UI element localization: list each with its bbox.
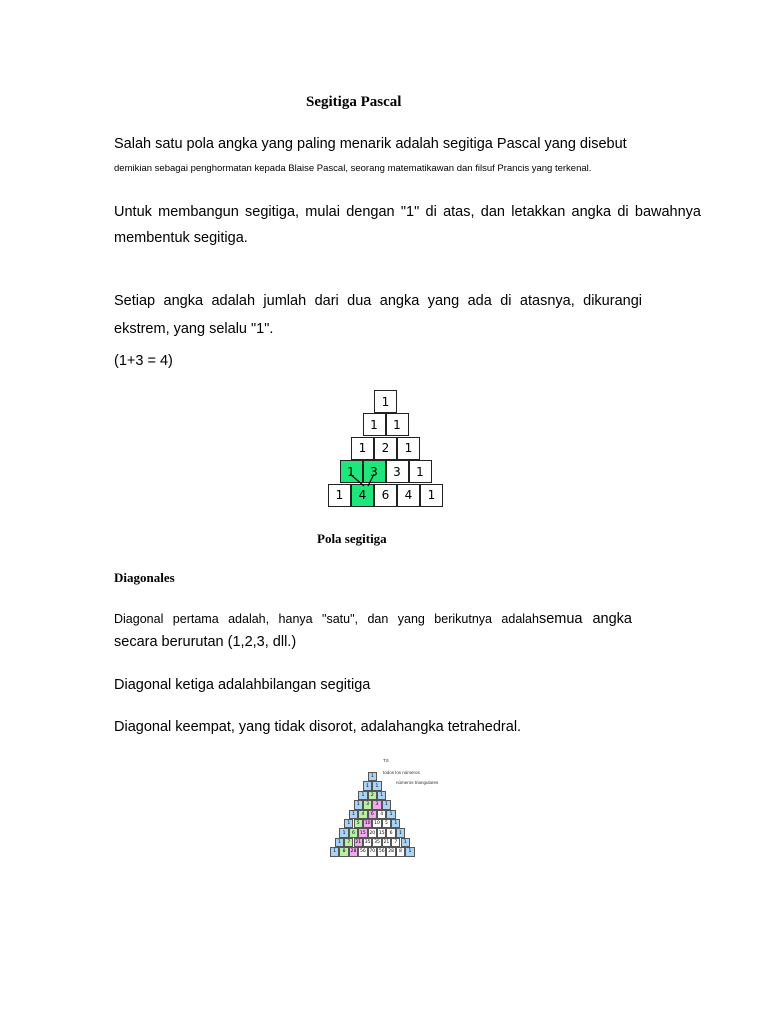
colored-cell-r4-c3: 4: [377, 810, 386, 819]
triangle-cell-r3-c0: 1: [340, 460, 363, 483]
sum-line-1: Setiap angka adalah jumlah dari dua angka yang ada di atasnya, dikurangi: [114, 293, 642, 309]
colored-cell-r5-c3: 10: [372, 819, 381, 828]
pascal-triangle-colored: [330, 758, 439, 862]
triangle-cell-r3-c3: 1: [409, 460, 432, 483]
colored-cell-r4-c2: 6: [368, 810, 377, 819]
figure-caption: Pola segitiga: [317, 531, 387, 546]
triangle2-label-all: todos los números: [383, 770, 420, 775]
triangle-cell-r0-c0: 1: [374, 390, 397, 413]
colored-cell-r6-c6: 1: [396, 828, 405, 837]
section-heading: Diagonales: [114, 570, 175, 585]
sum-example: (1+3 = 4): [114, 353, 173, 369]
triangle-cell-r2-c0: 1: [351, 437, 374, 460]
arrow-left: [350, 474, 364, 486]
colored-cell-r7-c1: 7: [344, 838, 353, 847]
colored-cell-r6-c0: 1: [339, 828, 348, 837]
colored-cell-r4-c4: 1: [386, 810, 395, 819]
sum-line-2: ekstrem, yang selalu "1".: [114, 321, 274, 337]
colored-cell-r2-c2: 1: [377, 791, 386, 800]
triangle-cell-r2-c1: 2: [374, 437, 397, 460]
pascal-triangle: [328, 390, 448, 508]
triangle2-label-triangular: números triangulares: [396, 780, 439, 785]
colored-cell-r5-c1: 5: [354, 819, 363, 828]
diag1-line-1: [114, 610, 632, 628]
colored-cell-r4-c1: 4: [358, 810, 367, 819]
arrows-graphic: [328, 390, 448, 508]
colored-cell-r8-c0: 1: [330, 847, 339, 856]
diag3-text: Diagonal ketiga adalahbilangan segitiga: [114, 677, 371, 693]
triangle-cell-r2-c2: 1: [397, 437, 420, 460]
colored-cell-r4-c0: 1: [349, 810, 358, 819]
diag4-text: Diagonal keempat, yang tidak disorot, adalahangka tetrahedral.: [114, 719, 522, 735]
colored-cell-r3-c2: 3: [372, 800, 381, 809]
triangle-cell-r4-c2: 6: [374, 484, 397, 507]
colored-cell-r2-c0: 1: [358, 791, 367, 800]
triangle-cell-r3-c1: 3: [363, 460, 386, 483]
colored-cell-r5-c5: 1: [391, 819, 400, 828]
colored-cell-r7-c6: 7: [391, 838, 400, 847]
page-title: Segitiga Pascal: [306, 94, 402, 110]
colored-cell-r8-c8: 1: [405, 847, 414, 856]
colored-cell-r7-c0: 1: [335, 838, 344, 847]
triangle-cell-r1-c0: 1: [363, 413, 386, 436]
colored-cell-r5-c4: 5: [382, 819, 391, 828]
triangle2-label-top: TS: [383, 758, 389, 763]
colored-cell-r7-c2: 21: [354, 838, 363, 847]
colored-cell-r8-c5: 56: [377, 847, 386, 856]
colored-cell-r8-c4: 70: [368, 847, 377, 856]
triangle-cell-r4-c3: 4: [397, 484, 420, 507]
colored-cell-r6-c3: 20: [368, 828, 377, 837]
colored-cell-r5-c0: 1: [344, 819, 353, 828]
colored-cell-r3-c1: 3: [363, 800, 372, 809]
build-line-2: membentuk segitiga.: [114, 230, 248, 246]
colored-cell-r6-c2: 15: [358, 828, 367, 837]
colored-cell-r8-c3: 56: [358, 847, 367, 856]
colored-cell-r8-c6: 28: [386, 847, 395, 856]
colored-cell-r7-c3: 35: [363, 838, 372, 847]
diag1-text: Diagonal pertama adalah, hanya "satu", dan yang berikutnya adalah: [114, 612, 539, 626]
colored-cell-r6-c4: 15: [377, 828, 386, 837]
colored-cell-r0-c0: 1: [368, 772, 377, 781]
build-line-1: Untuk membangun segitiga, mulai dengan "1" di atas, dan letakkan angka di bawahnya: [114, 204, 701, 220]
colored-cell-r5-c2: 10: [363, 819, 372, 828]
colored-cell-r6-c5: 6: [386, 828, 395, 837]
triangle-cell-r1-c1: 1: [386, 413, 409, 436]
colored-cell-r7-c7: 1: [401, 838, 410, 847]
colored-cell-r1-c0: 1: [363, 781, 372, 790]
colored-cell-r3-c3: 1: [382, 800, 391, 809]
diag1-line-2: secara berurutan (1,2,3, dll.): [114, 634, 297, 650]
intro-line-2: demikian sebagai penghormatan kepada Blaise Pascal, seorang matematikawan dan filsuf Prancis yang terkenal.: [114, 163, 592, 174]
arrow-right: [368, 474, 374, 486]
colored-cell-r2-c1: 2: [368, 791, 377, 800]
triangle-cell-r4-c4: 1: [420, 484, 443, 507]
colored-cell-r6-c1: 6: [349, 828, 358, 837]
triangle-cell-r4-c0: 1: [328, 484, 351, 507]
colored-cell-r7-c4: 35: [372, 838, 381, 847]
colored-cell-r7-c5: 21: [382, 838, 391, 847]
colored-cell-r3-c0: 1: [354, 800, 363, 809]
colored-cell-r8-c7: 8: [396, 847, 405, 856]
diag1-emphasis: semua angka: [538, 611, 632, 627]
triangle-cell-r4-c1: 4: [351, 484, 374, 507]
colored-cell-r8-c2: 28: [349, 847, 358, 856]
intro-line-1: Salah satu pola angka yang paling menarik adalah segitiga Pascal yang disebut: [114, 136, 627, 152]
triangle-cell-r3-c2: 3: [386, 460, 409, 483]
colored-cell-r1-c1: 1: [372, 781, 381, 790]
colored-cell-r8-c1: 8: [339, 847, 348, 856]
